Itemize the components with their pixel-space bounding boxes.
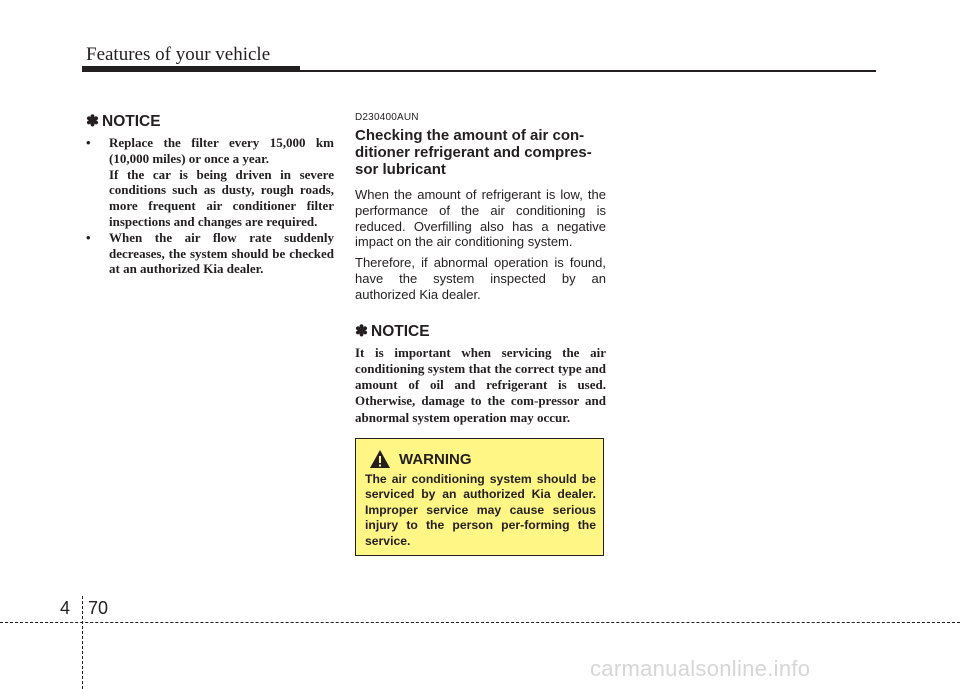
notice-star-icon: ✽ <box>86 113 99 130</box>
section-paragraph: When the amount of refrigerant is low, the performance of the air conditioning is reduced. Overfilling also has a negative impact on the air conditioning system. <box>355 187 606 250</box>
section-code: D230400AUN <box>355 112 419 123</box>
list-item-text: When the air flow rate suddenly decreases, the system should be checked at an authorized Kia dealer. <box>109 229 334 277</box>
right-column <box>355 112 606 426</box>
list-item <box>86 135 334 230</box>
warning-title: WARNING <box>399 450 472 468</box>
header-rule <box>300 70 876 72</box>
section-title: Checking the amount of air con-ditioner refrigerant and compres-sor lubricant <box>355 127 592 178</box>
warning-triangle-icon <box>369 449 391 469</box>
list-item-text: If the car is being driven in severe conditions such as dusty, rough roads, more frequent air conditioner filter inspections and changes are required. <box>109 166 334 229</box>
left-notice-list <box>86 135 334 277</box>
right-notice-heading <box>355 322 606 341</box>
left-notice-heading <box>86 112 334 131</box>
warning-box <box>355 438 604 556</box>
list-item <box>86 230 334 277</box>
right-notice-heading-text: NOTICE <box>371 322 430 340</box>
chapter-number: 4 <box>60 598 71 618</box>
right-notice <box>355 322 606 426</box>
notice-star-icon: ✽ <box>355 322 368 340</box>
page-header-title: Features of your vehicle <box>86 44 271 65</box>
footer-divider <box>82 596 83 689</box>
bullet-icon: • <box>86 229 91 245</box>
left-column <box>86 112 334 277</box>
watermark: carmanualsonline.info <box>590 656 811 681</box>
bullet-icon: • <box>86 135 91 150</box>
section-paragraph: Therefore, if abnormal operation is found, have the system inspected by an authorized Kia dealer. <box>355 255 606 302</box>
right-notice-text: It is important when servicing the air conditioning system that the correct type and amount of oil and refrigerant is used. Otherwise, damage to the com-pressor and abnormal system operation may occur. <box>355 344 606 425</box>
warning-header <box>369 448 596 470</box>
left-notice-heading-text: NOTICE <box>102 113 161 130</box>
header-accent-bar <box>82 66 300 72</box>
list-item-text: Replace the filter every 15,000 km (10,000 miles) or once a year. <box>109 135 334 166</box>
footer-rule <box>0 622 960 623</box>
page-number: 70 <box>88 598 109 618</box>
warning-text: The air conditioning system should be serviced by an authorized Kia dealer. Improper service may cause serious injury to the person per-forming the service. <box>365 472 596 548</box>
